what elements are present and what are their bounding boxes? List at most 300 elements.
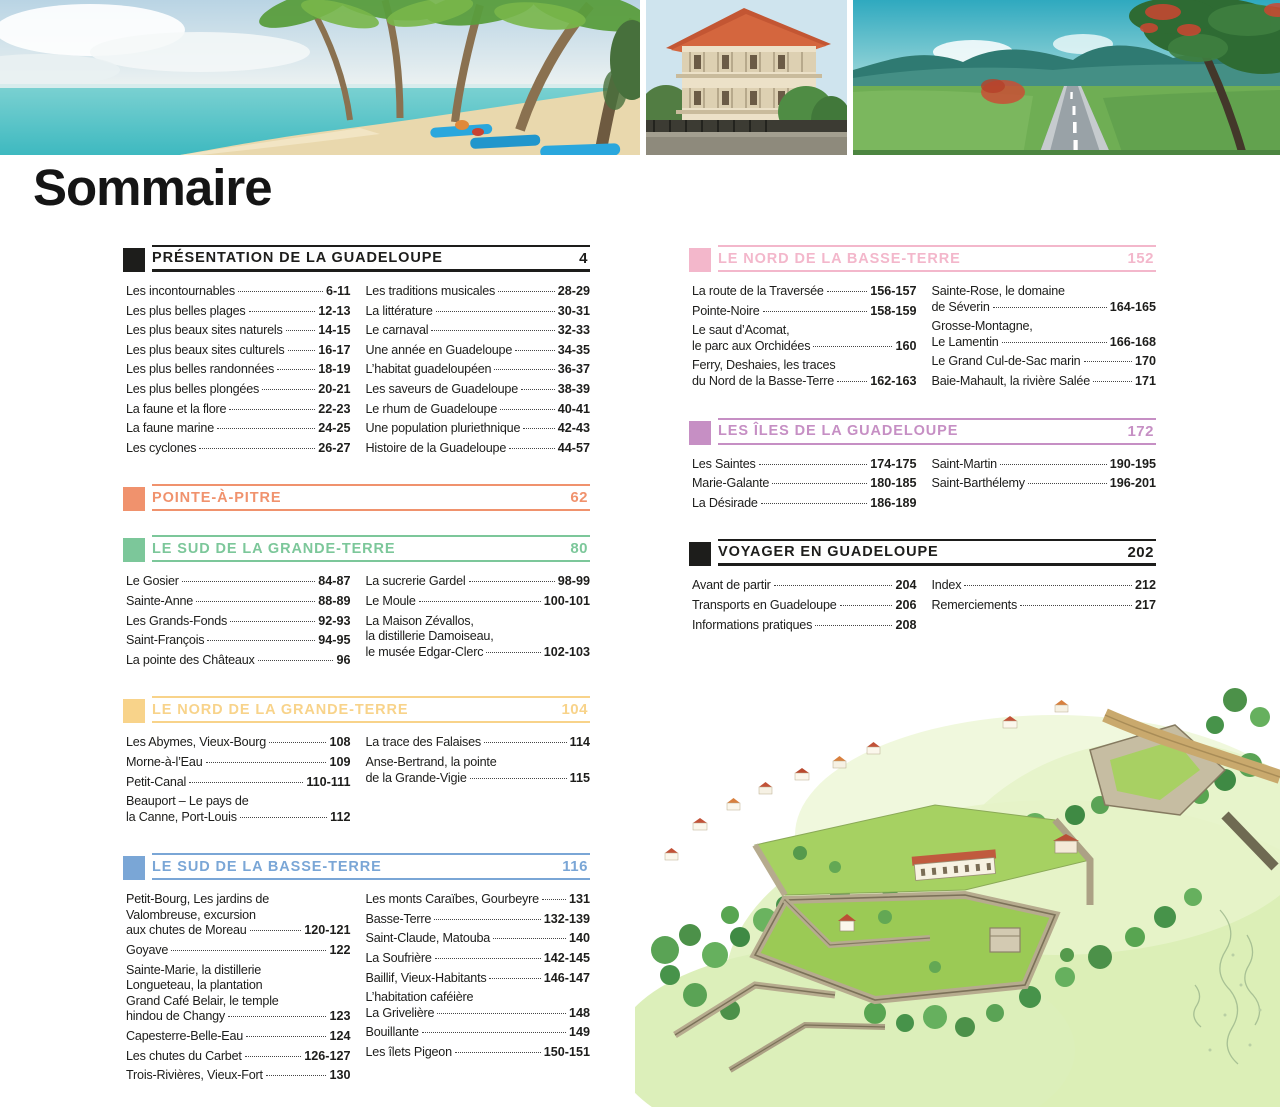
toc-entry-lastline <box>932 374 1157 390</box>
section-presentation <box>123 245 590 460</box>
toc-entry-page: 96 <box>336 652 351 667</box>
dotted-leader <box>523 428 555 429</box>
toc-entry <box>126 304 351 320</box>
toc-entry-page: 22-23 <box>318 401 351 416</box>
toc-entry-line: Beauport – Le pays de <box>126 794 249 809</box>
toc-entry-title: Les plus belles plongées <box>126 381 260 396</box>
dotted-leader <box>837 381 867 382</box>
toc-entry <box>692 476 917 492</box>
toc-entry <box>126 362 351 378</box>
toc-entry-page: 206 <box>895 597 917 612</box>
toc-entry <box>126 633 351 649</box>
toc-entry-title: Le Lamentin <box>931 334 999 349</box>
dotted-leader <box>246 1036 326 1037</box>
toc-entry-title: la Canne, Port-Louis <box>126 809 237 824</box>
toc-entry <box>366 912 591 928</box>
photo-banner <box>0 0 1280 155</box>
toc-entry <box>366 735 591 751</box>
section-header-rule <box>152 696 590 723</box>
entries-subcol-right <box>932 457 1157 516</box>
toc-entry-lastline <box>126 653 351 669</box>
toc-entry-page: 180-185 <box>870 476 917 491</box>
toc-entry <box>366 755 591 786</box>
toc-entry-lastline <box>692 284 917 300</box>
toc-entry <box>692 304 917 320</box>
toc-entry-title: Les Saintes <box>692 456 756 471</box>
toc-entry-page: 16-17 <box>318 342 351 357</box>
toc-entry-title: Les Abymes, Vieux-Bourg <box>126 735 267 750</box>
toc-entry-page: 149 <box>568 1025 590 1040</box>
toc-entry-lastline <box>126 304 351 320</box>
entries-subcol-left <box>692 284 917 394</box>
toc-entry-title: Les cyclones <box>126 440 197 455</box>
toc-entry-lastline <box>126 1009 351 1025</box>
toc-entry-line: la distillerie Damoiseau, <box>365 629 494 644</box>
toc-entry-line: Valombreuse, excursion <box>126 907 256 922</box>
entries-subcol-left <box>126 284 351 460</box>
toc-entry-page: 42-43 <box>557 421 590 436</box>
section-header <box>689 245 1156 272</box>
toc-entry-title: Informations pratiques <box>692 617 813 632</box>
dotted-leader <box>431 330 554 331</box>
section-title: PRÉSENTATION DE LA GUADELOUPE <box>152 250 443 266</box>
toc-entry-lastline <box>366 931 591 947</box>
dotted-leader <box>772 483 867 484</box>
toc-entry-title: Transports en Guadeloupe <box>692 597 837 612</box>
toc-entry-title: La Désirade <box>692 495 758 510</box>
toc-entry-title: La trace des Falaises <box>365 735 482 750</box>
dotted-leader <box>435 958 541 959</box>
section-page-number: 80 <box>570 540 588 558</box>
toc-entry-page: 98-99 <box>557 574 590 589</box>
toc-entry-lastline <box>932 476 1157 492</box>
toc-entry <box>366 402 591 418</box>
toc-entry <box>126 794 351 825</box>
section-color-square <box>123 856 145 880</box>
dotted-leader <box>1000 464 1107 465</box>
toc-entry-page: 190-195 <box>1109 456 1156 471</box>
toc-entry-lastline <box>126 633 351 649</box>
toc-entry-lastline <box>366 892 591 908</box>
section-page-number: 116 <box>562 858 588 876</box>
toc-entry-page: 24-25 <box>318 421 351 436</box>
dotted-leader <box>288 350 316 351</box>
section-entries <box>123 574 590 672</box>
toc-entry-lastline <box>126 402 351 418</box>
toc-entry-line: Sainte-Rose, le domaine <box>931 284 1065 298</box>
section-page-number: 104 <box>561 701 588 719</box>
section-nord-basse-terre <box>689 245 1156 394</box>
toc-entry-title: Les saveurs de Guadeloupe <box>365 381 519 396</box>
dotted-leader <box>171 950 326 951</box>
dotted-leader <box>228 1016 326 1017</box>
entries-subcol-right <box>366 735 591 829</box>
toc-entry-lastline <box>126 775 351 791</box>
toc-entry-title: Saint-Martin <box>931 456 997 471</box>
toc-entry <box>126 1049 351 1065</box>
toc-entry-lastline <box>366 382 591 398</box>
dotted-leader <box>993 307 1107 308</box>
section-page-number: 152 <box>1127 250 1154 267</box>
dotted-leader <box>515 350 555 351</box>
toc-entry-title: Le Grand Cul-de-Sac marin <box>931 354 1081 369</box>
section-title: LES ÎLES DE LA GUADELOUPE <box>718 423 959 440</box>
toc-entry-page: 212 <box>1134 578 1156 593</box>
toc-entry-lastline <box>366 323 591 339</box>
toc-entry-lastline <box>366 284 591 300</box>
toc-entry <box>126 943 351 959</box>
toc-entry-lastline <box>126 343 351 359</box>
toc-entry-title: Le Gosier <box>126 574 179 589</box>
colonial-house-photo <box>646 0 847 155</box>
toc-entry <box>366 971 591 987</box>
dotted-leader <box>245 1056 302 1057</box>
section-page-number: 4 <box>579 249 588 267</box>
toc-entry-page: 110-111 <box>306 774 351 789</box>
toc-entry-lastline <box>126 323 351 339</box>
toc-entry-title: Avant de partir <box>692 578 771 593</box>
toc-entry-title: La faune marine <box>126 421 215 436</box>
toc-entry <box>366 614 591 661</box>
toc-entry-title: Basse-Terre <box>365 911 432 926</box>
toc-entry-page: 186-189 <box>870 495 917 510</box>
dotted-leader <box>250 930 302 931</box>
section-title: LE NORD DE LA GRANDE-TERRE <box>152 701 409 718</box>
toc-entry-lastline <box>932 300 1157 316</box>
toc-entry-lastline <box>126 441 351 457</box>
toc-entry-lastline <box>366 1006 591 1022</box>
toc-entry <box>126 963 351 1025</box>
section-header-rule <box>152 853 590 880</box>
toc-entry-lastline <box>692 598 917 614</box>
toc-entry-page: 36-37 <box>557 362 590 377</box>
toc-entry-lastline <box>932 335 1157 351</box>
toc-entry-page: 18-19 <box>318 362 351 377</box>
toc-entry <box>126 653 351 669</box>
toc-entry-page: 28-29 <box>557 284 590 298</box>
toc-entry-title: Saint-Barthélemy <box>931 476 1025 491</box>
dotted-leader <box>1002 342 1107 343</box>
toc-entry-page: 150-151 <box>543 1045 590 1060</box>
dotted-leader <box>1084 361 1132 362</box>
toc-entry <box>932 476 1157 492</box>
toc-entry <box>126 755 351 771</box>
toc-entry-title: aux chutes de Moreau <box>126 923 247 938</box>
toc-entry <box>932 457 1157 473</box>
entries-subcol-right <box>932 578 1157 637</box>
toc-entry <box>126 614 351 630</box>
toc-entry-title: le musée Edgar-Clerc <box>365 644 484 659</box>
toc-entry-lastline <box>126 1068 351 1084</box>
dotted-leader <box>813 346 892 347</box>
dotted-leader <box>217 428 315 429</box>
toc-entry-page: 123 <box>329 1009 351 1024</box>
toc-entry-page: 100-101 <box>543 593 590 608</box>
dotted-leader <box>230 621 315 622</box>
section-title: POINTE-À-PITRE <box>152 489 282 506</box>
dotted-leader <box>815 625 892 626</box>
section-nord-grande-terre <box>123 696 590 829</box>
toc-entry-page: 120-121 <box>304 923 351 938</box>
toc-entry-page: 171 <box>1134 373 1156 388</box>
dotted-leader <box>1093 381 1132 382</box>
dotted-leader <box>206 762 327 763</box>
toc-entry-title: Les chutes du Carbet <box>126 1048 242 1063</box>
section-page-number: 202 <box>1127 543 1154 561</box>
entries-subcol-right <box>366 892 591 1088</box>
section-header <box>123 245 590 272</box>
section-sud-basse-terre <box>123 853 590 1088</box>
toc-entry-title: Capesterre-Belle-Eau <box>126 1029 244 1044</box>
toc-entry-title: du Nord de la Basse-Terre <box>692 373 834 388</box>
toc-entry-page: 14-15 <box>318 323 351 338</box>
toc-entry-title: Pointe-Noire <box>692 303 760 318</box>
section-color-square <box>689 542 711 566</box>
toc-entry-page: 162-163 <box>870 373 917 388</box>
toc-entry-lastline <box>366 645 591 661</box>
dotted-leader <box>759 464 868 465</box>
toc-entry-page: 146-147 <box>543 970 590 985</box>
toc-entry-line: Anse-Bertrand, la pointe <box>365 754 497 769</box>
toc-entry-title: Le Moule <box>365 593 416 608</box>
toc-entry <box>126 343 351 359</box>
toc-entry-title: La faune et la flore <box>126 401 227 416</box>
toc-entry-title: L’habitat guadeloupéen <box>365 362 492 377</box>
toc-entry <box>366 1025 591 1041</box>
toc-entry-page: 217 <box>1134 597 1156 612</box>
toc-entry-page: 166-168 <box>1109 334 1156 349</box>
toc-entry-lastline <box>126 594 351 610</box>
section-entries <box>689 457 1156 516</box>
dotted-leader <box>521 389 555 390</box>
dotted-leader <box>774 585 893 586</box>
toc-entry <box>692 496 917 512</box>
toc-entry <box>366 304 591 320</box>
dotted-leader <box>761 503 868 504</box>
section-header-rule <box>718 418 1156 445</box>
toc-entry-title: Marie-Galante <box>692 476 770 491</box>
dotted-leader <box>470 778 567 779</box>
dotted-leader <box>182 581 315 582</box>
toc-entry-lastline <box>692 578 917 594</box>
toc-entry-lastline <box>126 923 351 939</box>
toc-entry <box>932 319 1157 350</box>
toc-entry-title: Goyave <box>126 943 169 958</box>
toc-entry <box>366 343 591 359</box>
toc-entry <box>126 323 351 339</box>
dotted-leader <box>196 601 315 602</box>
toc-entry-lastline <box>366 1025 591 1041</box>
toc-entry-page: 102-103 <box>543 644 590 659</box>
toc-entry-title: La littérature <box>365 303 433 318</box>
toc-entry-title: de la Grande-Vigie <box>365 770 467 785</box>
toc-entry-page: 44-57 <box>557 440 590 455</box>
toc-entry-title: Saint-Claude, Matouba <box>365 931 491 946</box>
entries-subcol-left <box>692 457 917 516</box>
toc-entry-lastline <box>366 971 591 987</box>
toc-entry-title: Bouillante <box>365 1025 419 1040</box>
toc-entry-page: 26-27 <box>318 440 351 455</box>
toc-entry-page: 126-127 <box>304 1048 351 1063</box>
toc-entry-page: 94-95 <box>318 633 351 648</box>
toc-entry-page: 132-139 <box>543 911 590 926</box>
dotted-leader <box>509 448 555 449</box>
toc-entry <box>126 574 351 590</box>
dotted-leader <box>434 919 541 920</box>
toc-entry-lastline <box>126 943 351 959</box>
toc-entry <box>366 362 591 378</box>
dotted-leader <box>240 817 327 818</box>
toc-entry-title: de Séverin <box>931 299 990 314</box>
dotted-leader <box>498 291 555 292</box>
toc-entry-title: La Soufrière <box>365 951 432 966</box>
toc-entry-title: La Grivelière <box>365 1005 435 1020</box>
toc-entry-lastline <box>692 476 917 492</box>
toc-entry-page: 174-175 <box>870 456 917 471</box>
toc-entry-lastline <box>366 951 591 967</box>
toc-entry-lastline <box>126 382 351 398</box>
toc-entry <box>366 892 591 908</box>
section-entries <box>123 284 590 460</box>
dotted-leader <box>189 782 303 783</box>
toc-entry-line: Grand Café Belair, le temple <box>126 993 279 1008</box>
toc-entry-page: 109 <box>329 754 351 769</box>
section-page-number: 62 <box>570 489 588 507</box>
dotted-leader <box>437 1013 566 1014</box>
toc-entry-title: Saint-François <box>126 633 205 648</box>
section-color-square <box>123 699 145 723</box>
dotted-leader <box>207 640 315 641</box>
toc-entry-lastline <box>126 755 351 771</box>
toc-entry <box>692 578 917 594</box>
toc-entry <box>366 990 591 1021</box>
toc-entry-title: Index <box>931 578 962 593</box>
section-header-rule <box>152 535 590 562</box>
toc-entry <box>366 931 591 947</box>
entries-subcol-left <box>126 892 351 1088</box>
dotted-leader <box>827 291 868 292</box>
toc-entry-page: 140 <box>568 931 590 946</box>
toc-entry-title: La pointe des Châteaux <box>126 652 255 667</box>
section-entries <box>689 578 1156 637</box>
section-color-square <box>689 248 711 272</box>
toc-entry-lastline <box>366 362 591 378</box>
dotted-leader <box>840 605 893 606</box>
dotted-leader <box>238 291 323 292</box>
toc-entry <box>126 1068 351 1084</box>
toc-entry-title: hindou de Changy <box>126 1009 226 1024</box>
toc-entry-lastline <box>932 598 1157 614</box>
toc-entry <box>692 618 917 634</box>
section-iles-guadeloupe <box>689 418 1156 516</box>
toc-entry <box>692 457 917 473</box>
toc-entry-lastline <box>366 421 591 437</box>
toc-entry <box>692 598 917 614</box>
toc-entry-title: La route de la Traversée <box>692 284 824 298</box>
toc-column-right <box>689 245 1156 661</box>
dotted-leader <box>286 330 316 331</box>
toc-entry-lastline <box>126 1029 351 1045</box>
toc-entry-title: Trois-Rivières, Vieux-Fort <box>126 1068 263 1083</box>
dotted-leader <box>455 1052 541 1053</box>
toc-entry-title: Les Grands-Fonds <box>126 613 228 628</box>
toc-entry-page: 170 <box>1134 354 1156 369</box>
dotted-leader <box>484 742 567 743</box>
dotted-leader <box>494 369 554 370</box>
toc-entry <box>366 421 591 437</box>
toc-entry <box>932 374 1157 390</box>
toc-entry-lastline <box>692 618 917 634</box>
toc-entry-lastline <box>692 339 917 355</box>
toc-entry-line: Ferry, Deshaies, les traces <box>692 358 836 373</box>
section-entries <box>689 284 1156 394</box>
toc-entry-title: Morne-à-l’Eau <box>126 754 203 769</box>
dotted-leader <box>422 1032 566 1033</box>
toc-entry-title: Les îlets Pigeon <box>365 1045 452 1060</box>
dotted-leader <box>542 899 566 900</box>
toc-entry-title: Les plus beaux sites culturels <box>126 342 285 357</box>
toc-entry-page: 196-201 <box>1109 476 1156 491</box>
toc-entry <box>366 284 591 300</box>
toc-entry-lastline <box>126 735 351 751</box>
toc-entry-title: Les plus beaux sites naturels <box>126 323 283 338</box>
dotted-leader <box>262 389 315 390</box>
section-pointe-a-pitre <box>123 484 590 511</box>
toc-entry-lastline <box>366 594 591 610</box>
entries-subcol-left <box>126 574 351 672</box>
toc-entry-page: 32-33 <box>557 323 590 338</box>
toc-entry-line: Sainte-Marie, la distillerie <box>126 962 262 977</box>
section-header <box>123 535 590 562</box>
toc-entry-page: 148 <box>568 1005 590 1020</box>
section-sud-grande-terre <box>123 535 590 672</box>
section-color-square <box>123 538 145 562</box>
toc-entry-page: 124 <box>329 1029 351 1044</box>
toc-entry-line: Grosse-Montagne, <box>931 319 1033 334</box>
dotted-leader <box>1028 483 1107 484</box>
toc-entry <box>366 1045 591 1061</box>
dotted-leader <box>964 585 1132 586</box>
toc-entry <box>932 578 1157 594</box>
toc-entry-lastline <box>126 614 351 630</box>
toc-entry-line: Longueteau, la plantation <box>126 978 263 993</box>
entries-subcol-left <box>692 578 917 637</box>
toc-entry-lastline <box>126 810 351 826</box>
dotted-leader <box>489 978 540 979</box>
section-header <box>123 853 590 880</box>
section-header <box>123 696 590 723</box>
beach-photo <box>0 0 640 155</box>
toc-entry-title: Les plus belles plages <box>126 303 246 318</box>
page-title: Sommaire <box>33 159 272 216</box>
dotted-leader <box>269 742 326 743</box>
toc-entry-page: 108 <box>329 735 351 750</box>
toc-entry <box>692 284 917 300</box>
toc-entry-line: Le saut d’Acomat, <box>692 323 790 338</box>
toc-entry-lastline <box>366 735 591 751</box>
section-voyager <box>689 539 1156 637</box>
section-color-square <box>123 487 145 511</box>
toc-entry-lastline <box>366 402 591 418</box>
dotted-leader <box>493 938 566 939</box>
fort-aerial-illustration <box>635 655 1280 1107</box>
toc-entry <box>932 354 1157 370</box>
toc-entry-lastline <box>126 574 351 590</box>
dotted-leader <box>277 369 315 370</box>
dotted-leader <box>229 409 315 410</box>
dotted-leader <box>486 652 540 653</box>
toc-entry-lastline <box>366 441 591 457</box>
